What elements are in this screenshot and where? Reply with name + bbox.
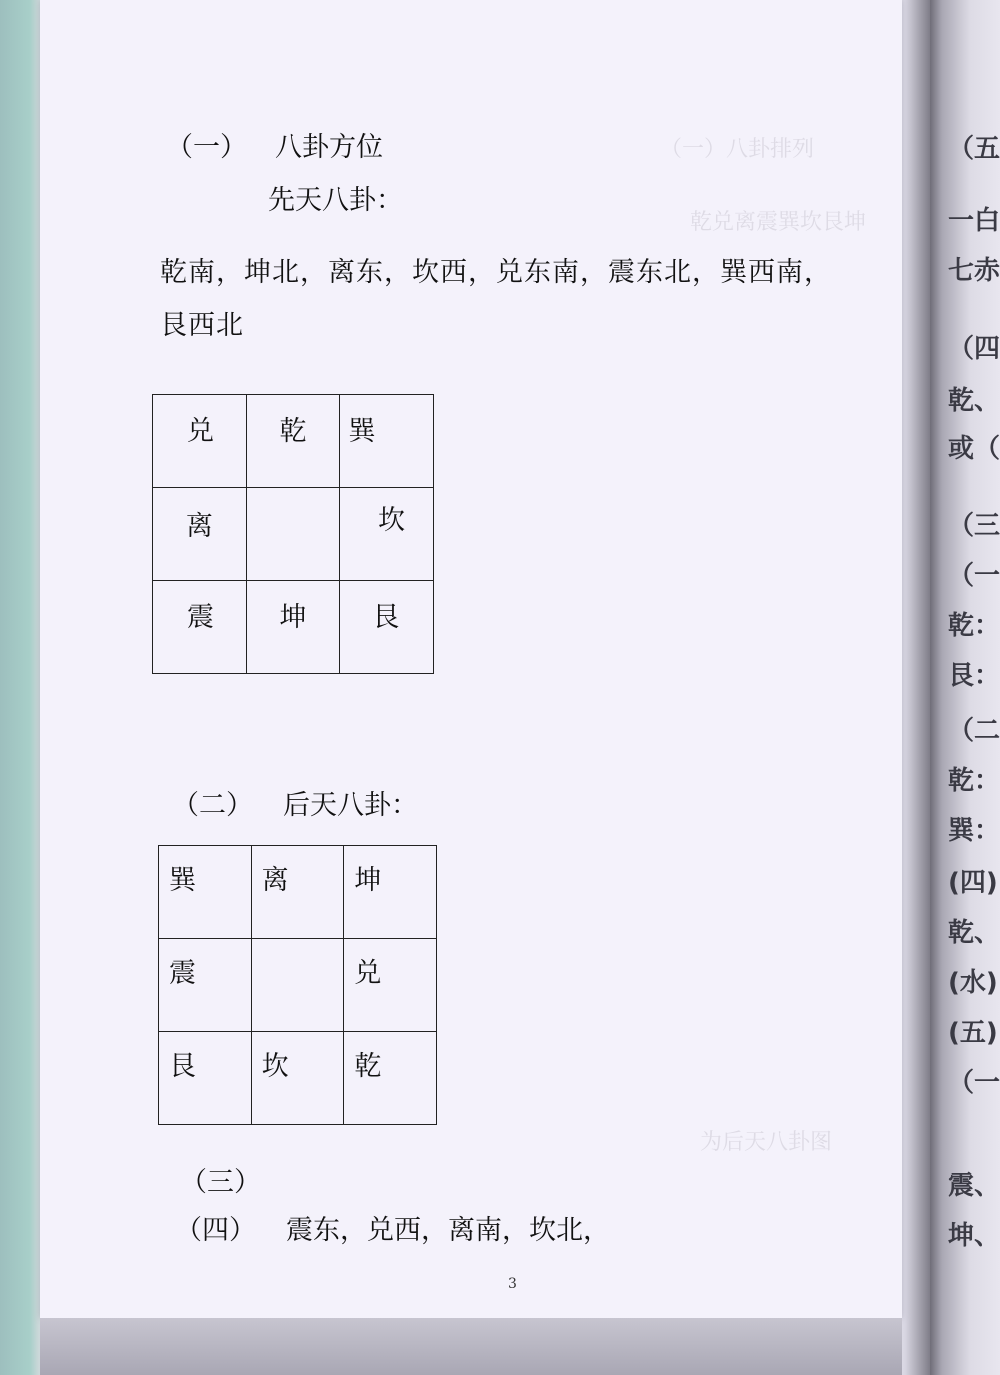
facing-page-glyph: （二 [948, 716, 1000, 746]
grid-cell-empty [246, 488, 340, 581]
facing-page-glyph: （五 [948, 134, 1000, 164]
grid-cell: 乾 [344, 1032, 437, 1125]
facing-page-glyph: 乾、 [948, 918, 1000, 948]
grid-cell: 艮 [159, 1032, 252, 1125]
grid-cell: 乾 [246, 395, 340, 488]
paragraph-line: 乾南，坤北，离东，坎西，兑东南，震东北，巽西南， [160, 257, 832, 288]
grid-cell-empty [251, 939, 344, 1032]
grid-row [153, 395, 434, 488]
section-title: 后天八卦： [283, 790, 418, 821]
grid-cell: 兑 [344, 939, 437, 1032]
facing-page-glyph: (水) [948, 968, 998, 998]
facing-page-glyph: （一 [948, 561, 1000, 591]
grid-cell: 坎 [340, 488, 434, 581]
facing-page-glyph: 艮： [948, 661, 1000, 691]
grid-cell: 离 [153, 488, 247, 581]
page-edge-shadow [40, 1318, 902, 1375]
page-number: 3 [508, 1276, 517, 1292]
grid-cell: 坤 [246, 581, 340, 674]
paragraph-line: 艮西北 [160, 310, 244, 341]
grid-cell: 艮 [340, 581, 434, 674]
facing-page-glyph: 乾： [948, 766, 1000, 796]
grid-cell: 震 [153, 581, 247, 674]
bleed-through: 乾兑离震巽坎艮坤 [690, 210, 867, 235]
bagua-grid-xiantian [152, 394, 434, 674]
facing-page-glyph: 乾： [948, 611, 1000, 641]
grid-cell: 坤 [344, 846, 437, 939]
section-number: （一） [166, 132, 247, 163]
grid-row [159, 939, 437, 1032]
section-number: （三） [180, 1167, 261, 1198]
section-heading [166, 125, 383, 164]
grid-row [159, 1032, 437, 1125]
section-heading [175, 1208, 610, 1247]
grid-cell: 坎 [251, 1032, 344, 1125]
section-title: 八卦方位 [275, 132, 383, 163]
facing-page-glyph: 巽： [948, 816, 1000, 846]
grid-cell: 震 [159, 939, 252, 1032]
grid-cell: 兑 [153, 395, 247, 488]
facing-page-glyph: （四 [948, 334, 1000, 364]
grid-row [153, 581, 434, 674]
bagua-grid-houtian [158, 845, 437, 1125]
facing-page-glyph: (五) [948, 1018, 998, 1048]
section-number: （二） [172, 790, 253, 821]
section-number: （四） [175, 1215, 256, 1246]
facing-page-glyph: 坤、 [948, 1221, 1000, 1251]
grid-cell: 巽 [159, 846, 252, 939]
facing-page-glyph: 一白 [948, 206, 1000, 236]
subsection-heading: 先天八卦： [268, 185, 403, 216]
facing-page-glyph: （三 [948, 511, 1000, 541]
grid-cell: 巽 [340, 395, 434, 488]
facing-page-glyph: 乾、 [948, 386, 1000, 416]
section-heading [172, 783, 418, 822]
facing-page-glyph: 震、 [948, 1171, 1000, 1201]
facing-page-glyph: （一 [948, 1068, 1000, 1098]
grid-row [153, 488, 434, 581]
grid-row [159, 846, 437, 939]
bleed-through: 为后天八卦图 [700, 1130, 833, 1155]
grid-cell: 离 [251, 846, 344, 939]
section-text: 震东，兑西，离南，坎北， [286, 1215, 610, 1246]
facing-page-glyph: 七赤 [948, 256, 1000, 286]
bleed-through: （一）八卦排列 [660, 137, 815, 162]
facing-page-glyph: (四) [948, 868, 998, 898]
facing-page-glyph: 或（ [948, 434, 1000, 464]
